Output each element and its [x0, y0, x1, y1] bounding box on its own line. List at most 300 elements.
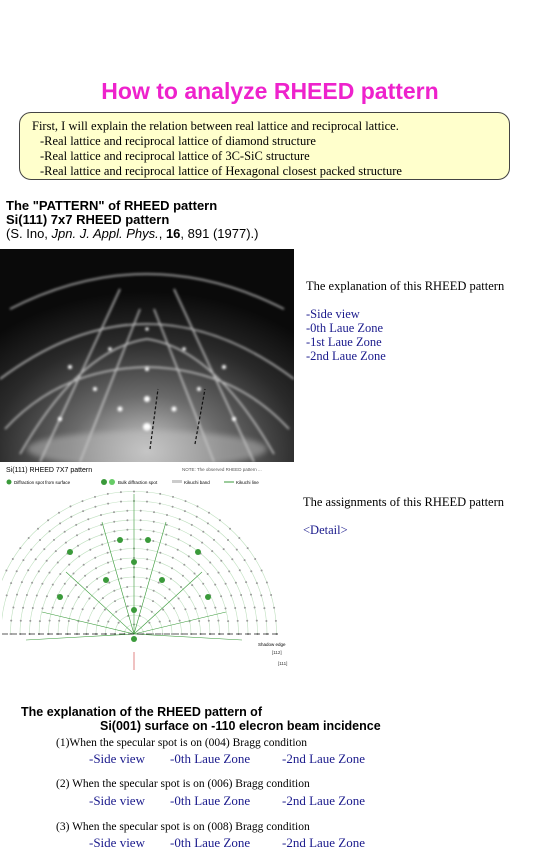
surface-spot	[82, 608, 84, 610]
surface-spot	[229, 528, 231, 530]
surface-spot	[250, 594, 252, 596]
surface-spot	[20, 620, 22, 622]
surface-spot	[153, 530, 155, 532]
surface-spot	[5, 570, 7, 572]
surface-spot	[39, 539, 41, 541]
surface-spot	[46, 560, 48, 562]
surface-spot	[207, 522, 209, 524]
surface-spot	[188, 555, 190, 557]
citation: (S. Ino, Jpn. J. Appl. Phys., 16, 891 (1977).)	[6, 226, 259, 241]
surface-spot	[214, 607, 216, 609]
link-detail[interactable]: <Detail>	[303, 523, 348, 537]
surface-spot	[211, 550, 213, 552]
surface-spot	[247, 547, 249, 549]
surface-spot	[159, 621, 161, 623]
surface-spot	[140, 596, 142, 598]
condition-links-004	[89, 751, 365, 767]
surface-spot	[261, 570, 263, 572]
surface-spot	[113, 530, 115, 532]
surface-spot	[153, 521, 155, 523]
surface-spot	[190, 534, 192, 536]
surface-spot	[49, 530, 51, 532]
rheed-assignment-diagram	[2, 462, 294, 670]
surface-spot	[177, 549, 179, 551]
surface-spot	[38, 570, 40, 572]
page-title: How to analyze RHEED pattern	[101, 78, 439, 104]
surface-spot	[228, 570, 230, 572]
surface-spot	[217, 620, 219, 622]
surface-spot	[171, 633, 173, 635]
surface-spot	[146, 501, 148, 503]
legend-bulk: Bulk diffraction spot	[118, 480, 158, 485]
surface-spot	[107, 621, 109, 623]
surface-spot	[126, 586, 128, 588]
surface-spot	[225, 583, 227, 585]
surface-spot	[97, 620, 99, 622]
surface-spot	[62, 607, 64, 609]
surface-spot	[158, 582, 160, 584]
surface-spot	[104, 609, 106, 611]
surface-spot	[169, 588, 171, 590]
surface-spot	[198, 620, 200, 622]
surface-spot	[217, 530, 219, 532]
surface-spot	[213, 539, 215, 541]
surface-spot	[30, 549, 32, 551]
surface-spot	[240, 594, 242, 596]
surface-spot	[140, 538, 142, 540]
legend-kikuchi-line: Kikuchi line	[236, 480, 259, 485]
surface-spot	[28, 537, 30, 539]
surface-spot	[159, 562, 161, 564]
surface-spot	[16, 594, 18, 596]
surface-spot	[194, 573, 196, 575]
bulk-spot	[159, 577, 165, 583]
si001-section-heading	[21, 705, 381, 733]
surface-spot	[108, 572, 110, 574]
surface-spot	[153, 590, 155, 592]
link-008-0th-laue-zone[interactable]: -0th Laue Zone	[170, 835, 251, 850]
surface-spot	[151, 611, 153, 613]
surface-spot	[146, 577, 148, 579]
surface-spot	[183, 564, 185, 566]
surface-spot	[26, 594, 28, 596]
surface-spot	[146, 549, 148, 551]
surface-spot	[120, 577, 122, 579]
surface-spot	[209, 562, 211, 564]
surface-spot	[94, 506, 96, 508]
surface-spot	[201, 542, 203, 544]
surface-spot	[146, 558, 148, 560]
surface-spot	[159, 503, 161, 505]
surface-spot	[218, 572, 220, 574]
surface-spot	[202, 531, 204, 533]
surface-spot	[39, 620, 41, 622]
surface-spot	[140, 586, 142, 588]
surface-spot	[64, 583, 66, 585]
surface-spot	[126, 519, 128, 521]
surface-spot	[82, 500, 84, 502]
legend-surface-marker	[7, 480, 12, 485]
surface-spot	[127, 605, 129, 607]
surface-spot	[70, 516, 72, 518]
surface-spot	[172, 506, 174, 508]
surface-spot	[100, 514, 102, 516]
surface-spot	[266, 582, 268, 584]
surface-spot	[88, 528, 90, 530]
surface-spot	[37, 528, 39, 530]
surface-spot	[67, 595, 69, 597]
surface-spot	[166, 514, 168, 516]
surface-spot	[59, 522, 61, 524]
surface-spot	[43, 548, 45, 550]
direction-label: [112]	[272, 650, 282, 655]
surface-spot	[275, 620, 277, 622]
surface-spot	[180, 586, 182, 588]
surface-spot	[126, 529, 128, 531]
bulk-spot	[103, 577, 109, 583]
pattern-heading: The "PATTERN" of RHEED pattern	[6, 198, 218, 213]
shadow-edge-label: Shadow edge	[258, 642, 286, 647]
link-0th-laue-zone[interactable]: -0th Laue Zone	[306, 321, 384, 335]
surface-spot	[19, 547, 21, 549]
surface-spot	[35, 558, 37, 560]
explanation-panel	[306, 279, 504, 363]
si001-heading-line2: Si(001) surface on -110 elecron beam incidence	[100, 719, 381, 733]
link-008-2nd-laue-zone[interactable]: -2nd Laue Zone	[282, 835, 366, 850]
condition-label-004: (1)When the specular spot is on (004) Bragg condition	[56, 737, 308, 749]
surface-spot	[86, 586, 88, 588]
surface-spot	[120, 501, 122, 503]
surface-spot	[185, 500, 187, 502]
surface-spot	[78, 596, 80, 598]
surface-spot	[49, 572, 51, 574]
surface-spot	[107, 562, 109, 564]
assignment-panel	[303, 495, 504, 537]
surface-spot	[220, 595, 222, 597]
surface-spot	[27, 569, 29, 571]
assignment-heading: The assignments of this RHEED pattern	[303, 495, 505, 509]
surface-spot	[126, 510, 128, 512]
link-006-side-view[interactable]: -Side view	[89, 793, 145, 808]
surface-spot	[214, 584, 216, 586]
surface-spot	[31, 582, 33, 584]
surface-spot	[10, 582, 12, 584]
bulk-spot	[195, 549, 201, 555]
surface-spot	[164, 597, 166, 599]
surface-spot	[114, 540, 116, 542]
surface-spot	[22, 607, 24, 609]
surface-spot	[41, 583, 43, 585]
surface-spot	[120, 568, 122, 570]
condition-links-006	[89, 793, 365, 809]
surface-spot	[57, 562, 59, 564]
surface-spot	[113, 590, 115, 592]
surface-spot	[159, 493, 161, 495]
surface-spot	[170, 578, 172, 580]
surface-spot	[12, 607, 14, 609]
surface-spot	[89, 538, 91, 540]
surface-spot	[250, 570, 252, 572]
surface-spot	[166, 524, 168, 526]
surface-spot	[75, 524, 77, 526]
surface-spot	[273, 607, 275, 609]
bottom-direction-label: [111]	[278, 661, 288, 666]
surface-spot	[10, 620, 12, 622]
surface-spot	[140, 510, 142, 512]
surface-spot	[98, 588, 100, 590]
surface-spot	[108, 582, 110, 584]
surface-spot	[114, 600, 116, 602]
surface-spot	[73, 573, 75, 575]
surface-spot	[234, 607, 236, 609]
diagram-note: NOTE: The observed RHEED pattern ...	[182, 467, 262, 472]
surface-spot	[153, 511, 155, 513]
surface-spot	[260, 594, 262, 596]
link-006-0th-laue-zone[interactable]: -0th Laue Zone	[170, 793, 251, 808]
link-008-side-view[interactable]: -Side view	[89, 835, 145, 850]
surface-spot	[148, 622, 150, 624]
surface-spot	[191, 524, 193, 526]
surface-spot	[182, 575, 184, 577]
surface-spot	[146, 568, 148, 570]
surface-spot	[162, 609, 164, 611]
surface-spot	[227, 539, 229, 541]
surface-spot	[202, 583, 204, 585]
surface-spot	[120, 549, 122, 551]
surface-spot	[152, 540, 154, 542]
surface-spot	[12, 558, 14, 560]
surface-spot	[219, 519, 221, 521]
surface-spot	[21, 581, 23, 583]
surface-spot	[107, 503, 109, 505]
rheed-pattern-image	[0, 249, 294, 462]
surface-spot	[208, 512, 210, 514]
surface-spot	[82, 510, 84, 512]
surface-spot	[231, 558, 233, 560]
surface-spot	[227, 620, 229, 622]
surface-spot	[77, 545, 79, 547]
surface-spot	[146, 491, 148, 493]
surface-spot	[139, 605, 141, 607]
surface-spot	[194, 608, 196, 610]
surface-spot	[36, 595, 38, 597]
link-1st-laue-zone[interactable]: -1st Laue Zone	[306, 335, 382, 349]
bulk-spot	[67, 549, 73, 555]
surface-spot	[120, 558, 122, 560]
surface-spot	[196, 516, 198, 518]
si001-heading-line1: The explanation of the RHEED pattern of	[21, 705, 262, 719]
surface-spot	[75, 584, 77, 586]
surface-spot	[76, 534, 78, 536]
surface-spot	[198, 564, 200, 566]
surface-spot	[208, 620, 210, 622]
surface-spot	[179, 518, 181, 520]
surface-spot	[68, 620, 70, 622]
surface-spot	[197, 505, 199, 507]
surface-spot	[107, 493, 109, 495]
surface-spot	[100, 524, 102, 526]
surface-spot	[245, 581, 247, 583]
si111-heading: Si(111) 7x7 RHEED pattern	[6, 212, 170, 227]
surface-spot	[265, 620, 267, 622]
surface-spot	[230, 595, 232, 597]
intro-line-diamond[interactable]: -Real lattice and reciprocal lattice of diamond structure	[40, 134, 316, 148]
surface-spot	[78, 555, 80, 557]
surface-spot	[102, 597, 104, 599]
link-006-2nd-laue-zone[interactable]: -2nd Laue Zone	[282, 793, 366, 808]
surface-spot	[53, 539, 55, 541]
intro-box	[19, 112, 510, 180]
surface-spot	[178, 528, 180, 530]
surface-spot	[127, 538, 129, 540]
surface-spot	[52, 607, 54, 609]
surface-spot	[94, 557, 96, 559]
explanation-heading: The explanation of this RHEED pattern	[306, 279, 505, 293]
surface-spot	[140, 519, 142, 521]
surface-spot	[55, 550, 57, 552]
surface-spot	[244, 607, 246, 609]
bulk-spot	[205, 594, 211, 600]
surface-spot	[6, 594, 8, 596]
direct-spot	[131, 636, 137, 642]
surface-spot	[178, 598, 180, 600]
surface-spot	[199, 595, 201, 597]
surface-spot	[120, 491, 122, 493]
bulk-spot	[117, 537, 123, 543]
surface-spot	[87, 518, 89, 520]
surface-spot	[52, 584, 54, 586]
intro-line-3c-sic[interactable]: -Real lattice and reciprocal lattice of 3C-SiC structure	[40, 149, 310, 163]
surface-spot	[165, 534, 167, 536]
legend-band-marker	[172, 480, 182, 483]
surface-spot	[70, 505, 72, 507]
surface-spot	[158, 572, 160, 574]
link-004-2nd-laue-zone[interactable]: -2nd Laue Zone	[282, 751, 366, 766]
link-004-side-view[interactable]: -Side view	[89, 751, 145, 766]
bulk-spot	[145, 537, 151, 543]
link-side-view[interactable]: -Side view	[306, 307, 360, 321]
surface-spot	[239, 569, 241, 571]
legend-surface: Diffraction spot from surface	[14, 480, 71, 485]
surface-spot	[58, 620, 60, 622]
surface-spot	[204, 607, 206, 609]
surface-spot	[88, 598, 90, 600]
surface-spot	[47, 519, 49, 521]
surface-spot	[49, 620, 51, 622]
surface-spot	[59, 573, 61, 575]
surface-spot	[171, 567, 173, 569]
surface-spot	[96, 578, 98, 580]
surface-spot	[32, 607, 34, 609]
surface-spot	[220, 560, 222, 562]
surface-spot	[254, 607, 256, 609]
surface-spot	[256, 620, 258, 622]
surface-spot	[172, 557, 174, 559]
surface-spot	[101, 544, 103, 546]
surface-spot	[235, 582, 237, 584]
surface-spot	[152, 600, 154, 602]
surface-spot	[179, 620, 181, 622]
surface-spot	[101, 534, 103, 536]
surface-spot	[173, 607, 175, 609]
surface-spot	[270, 594, 272, 596]
legend-kikuchi-band: Kikuchi band	[184, 480, 210, 485]
surface-spot	[64, 531, 66, 533]
surface-spot	[223, 548, 225, 550]
surface-spot	[236, 549, 238, 551]
surface-spot	[162, 633, 164, 635]
surface-spot	[184, 608, 186, 610]
surface-spot	[244, 559, 246, 561]
surface-spot	[254, 558, 256, 560]
surface-spot	[184, 510, 186, 512]
intro-line: First, I will explain the relation between real lattice and reciprocal lattice.	[32, 119, 399, 133]
legend-bulk-marker	[101, 479, 107, 485]
surface-spot	[29, 620, 31, 622]
pattern-section-heading	[6, 199, 258, 241]
legend-bulk-marker-2	[109, 479, 115, 485]
condition-links-008	[89, 835, 365, 851]
surface-spot	[246, 620, 248, 622]
surface-spot	[84, 575, 86, 577]
surface-spot	[115, 611, 117, 613]
condition-label-006: (2) When the specular spot is on (006) Bragg condition	[56, 778, 310, 790]
surface-spot	[107, 552, 109, 554]
surface-spot	[46, 595, 48, 597]
surface-spot	[256, 582, 258, 584]
surface-spot	[172, 496, 174, 498]
surface-spot	[178, 538, 180, 540]
surface-spot	[42, 607, 44, 609]
condition-label-008: (3) When the specular spot is on (008) Bragg condition	[56, 821, 310, 833]
surface-spot	[72, 608, 74, 610]
diagram-title: Si(111) RHEED 7X7 pattern	[6, 467, 93, 474]
surface-spot	[68, 564, 70, 566]
surface-spot	[225, 607, 227, 609]
surface-spot	[140, 529, 142, 531]
intro-line-hcp[interactable]: -Real lattice and reciprocal lattice of Hexagonal closest packed structure	[40, 164, 402, 178]
bulk-spot	[57, 594, 63, 600]
surface-spot	[118, 622, 120, 624]
surface-spot	[191, 584, 193, 586]
surface-spot	[16, 570, 18, 572]
surface-spot	[83, 564, 85, 566]
surface-spot	[207, 573, 209, 575]
link-2nd-laue-zone[interactable]: -2nd Laue Zone	[306, 349, 386, 363]
surface-spot	[89, 549, 91, 551]
surface-spot	[95, 567, 97, 569]
surface-spot	[133, 491, 135, 493]
surface-spot	[113, 511, 115, 513]
surface-spot	[238, 537, 240, 539]
surface-spot	[152, 633, 154, 635]
surface-spot	[189, 545, 191, 547]
surface-spot	[188, 596, 190, 598]
surface-spot	[263, 607, 265, 609]
surface-spot	[93, 607, 95, 609]
surface-spot	[165, 544, 167, 546]
surface-spot	[237, 620, 239, 622]
surface-spot	[126, 596, 128, 598]
surface-spot	[159, 552, 161, 554]
surface-spot	[94, 496, 96, 498]
surface-spot	[87, 620, 89, 622]
surface-spot	[65, 542, 67, 544]
surface-spot	[113, 521, 115, 523]
surface-spot	[58, 512, 60, 514]
link-004-0th-laue-zone[interactable]: -0th Laue Zone	[170, 751, 251, 766]
surface-spot	[169, 620, 171, 622]
